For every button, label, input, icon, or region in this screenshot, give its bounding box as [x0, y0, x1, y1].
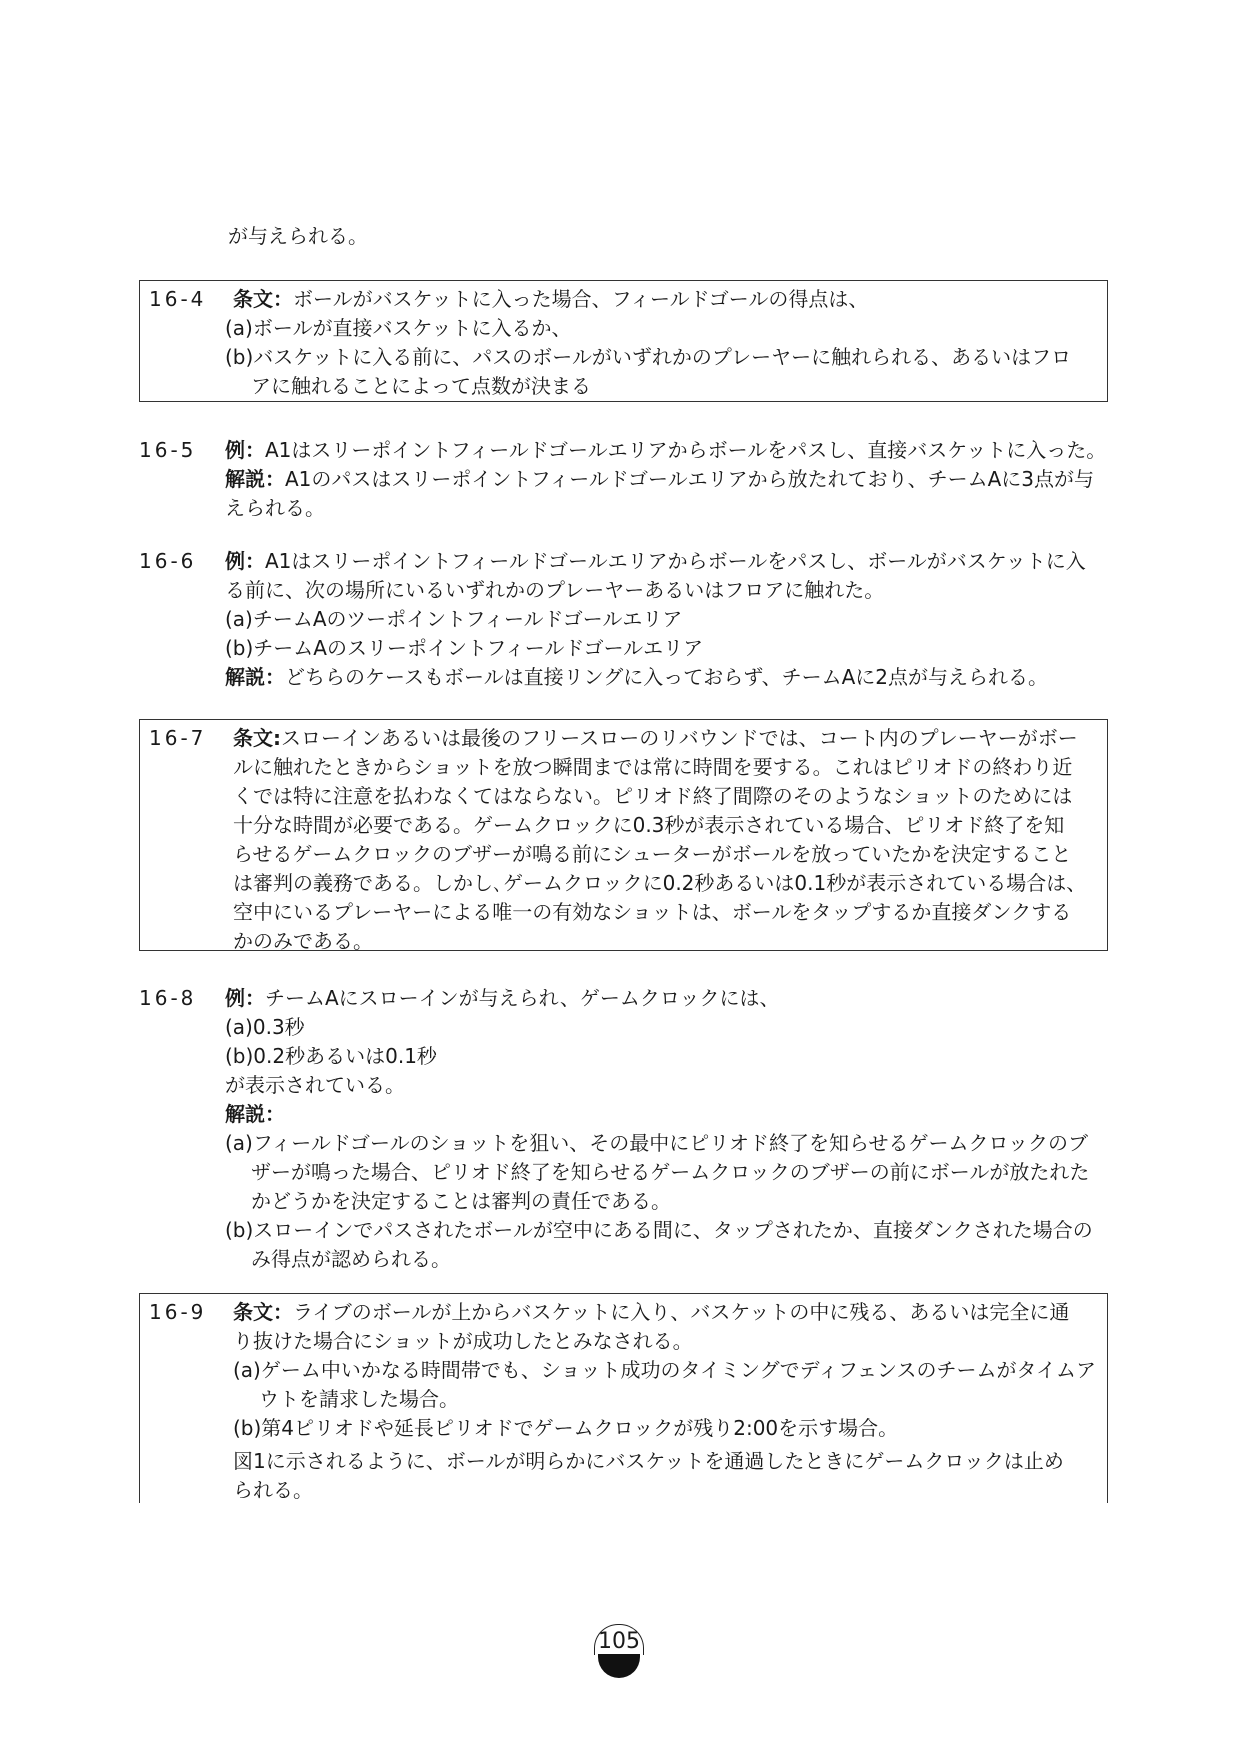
example-label: 例：	[225, 549, 265, 573]
entry-number: 16-6	[139, 549, 197, 573]
article-text-line: かのみである。	[233, 929, 373, 953]
article-label: 条文:	[233, 726, 281, 750]
page-number	[594, 1624, 646, 1686]
article-text-cont: り抜けた場合にショットが成功したとみなされる。	[233, 1329, 693, 1353]
article-figure-text-cont: られる。	[233, 1478, 313, 1502]
example-text: A1はスリーポイントフィールドゴールエリアからボールをパスし、直接バスケットに入った。	[265, 438, 1107, 462]
solution-text-cont: えられる。	[225, 496, 325, 520]
entry-number: 16-5	[139, 438, 197, 462]
page-number-tab	[598, 1654, 640, 1678]
example-text-cont: が表示されている。	[225, 1073, 405, 1097]
entry-number: 16-9	[149, 1300, 207, 1324]
entry-body	[225, 547, 1086, 692]
example-text-cont: る前に、次の場所にいるいずれかのプレーヤーあるいはフロアに触れた。	[225, 578, 885, 602]
solution-text: どちらのケースもボールは直接リングに入っておらず、チームAに2点が与えられる。	[285, 665, 1049, 689]
solution-label: 解説：	[225, 665, 285, 689]
article-figure-text: 図1に示されるように、ボールが明らかにバスケットを通過したときにゲームクロックは止め	[233, 1449, 1064, 1473]
example-item-a: (a)チームAのツーポイントフィールドゴールエリア	[225, 607, 683, 631]
solution-label: 解説：	[225, 467, 285, 491]
example-text: チームAにスローインが与えられ、ゲームクロックには、	[265, 986, 780, 1010]
entry-number: 16-8	[139, 986, 197, 1010]
article-text-line: くでは特に注意を払わなくてはならない。ピリオド終了間際のそのようなショットのためには	[233, 784, 1073, 808]
example-item-b: (b)チームAのスリーポイントフィールドゴールエリア	[225, 636, 704, 660]
article-text: ライブのボールが上からバスケットに入り、バスケットの中に残る、あるいは完全に通	[293, 1300, 1070, 1324]
example-label: 例：	[225, 986, 265, 1010]
article-text-line: は審判の義務である。しかし､ゲームクロックに0.2秒あるいは0.1秒が表示されている場合は、	[233, 871, 1087, 895]
lead-line: が与えられる。	[228, 224, 368, 248]
article-item-b-cont: アに触れることによって点数が決まる	[251, 374, 591, 398]
example-label: 例：	[225, 438, 265, 462]
entry-number: 16-7	[149, 726, 207, 750]
article-item-a: (a)ボールが直接バスケットに入るか、	[225, 316, 572, 340]
article-text-line: ルに触れたときからショットを放つ瞬間までは常に時間を要する。これはピリオドの終わり近	[233, 755, 1073, 779]
example-item-a: (a)0.3秒	[225, 1015, 305, 1039]
solution-item-a-cont: ザーが鳴った場合、ピリオド終了を知らせるゲームクロックのブザーの前にボールが放たれた	[251, 1160, 1090, 1184]
solution-item-a-cont: かどうかを決定することは審判の責任である。	[251, 1189, 671, 1213]
solution-item-b: (b)スローインでパスされたボールが空中にある間に、タップされたか、直接ダンクされた場合の	[225, 1218, 1093, 1242]
page-number-text: 105	[594, 1624, 644, 1655]
entry-body	[225, 984, 1093, 1274]
article-label: 条文：	[233, 287, 293, 311]
solution-item-b-cont: み得点が認められる。	[251, 1247, 451, 1271]
entry-body	[233, 1298, 1096, 1505]
article-text-line: 十分な時間が必要である。ゲームクロックに0.3秒が表示されている場合、ピリオド終了を知	[233, 813, 1065, 837]
solution-item-a: (a)フィールドゴールのショットを狙い、その最中にピリオド終了を知らせるゲームクロックのブ	[225, 1131, 1089, 1155]
article-item-a: (a)ゲーム中いかなる時間帯でも、ショット成功のタイミングでディフェンスのチームがタイムア	[233, 1358, 1097, 1382]
entry-number: 16-4	[149, 287, 207, 311]
entry-body	[233, 724, 1086, 956]
article-text: スローインあるいは最後のフリースローのリバウンドでは、コート内のプレーヤーがボー	[281, 726, 1078, 750]
entry-body	[225, 285, 1072, 401]
article-text-line: 空中にいるプレーヤーによる唯一の有効なショットは、ボールをタップするか直接ダンクする	[233, 900, 1072, 924]
article-item-b: (b)バスケットに入る前に、パスのボールがいずれかのプレーヤーに触れられる、あるいはフロ	[225, 345, 1072, 369]
article-text-line: らせるゲームクロックのブザーが鳴る前にシューターがボールを放っていたかを決定すること	[233, 842, 1072, 866]
example-item-b: (b)0.2秒あるいは0.1秒	[225, 1044, 437, 1068]
solution-label: 解説：	[225, 1102, 285, 1126]
solution-text: A1のパスはスリーポイントフィールドゴールエリアから放たれており、チームAに3点が与	[285, 467, 1095, 491]
entry-body	[225, 436, 1106, 523]
article-text: ボールがバスケットに入った場合、フィールドゴールの得点は、	[293, 287, 869, 311]
article-item-b: (b)第4ピリオドや延長ピリオドでゲームクロックが残り2:00を示す場合。	[233, 1416, 899, 1440]
article-item-a-cont: ウトを請求した場合。	[259, 1387, 459, 1411]
example-text: A1はスリーポイントフィールドゴールエリアからボールをパスし、ボールがバスケットに入	[265, 549, 1086, 573]
article-label: 条文：	[233, 1300, 293, 1324]
